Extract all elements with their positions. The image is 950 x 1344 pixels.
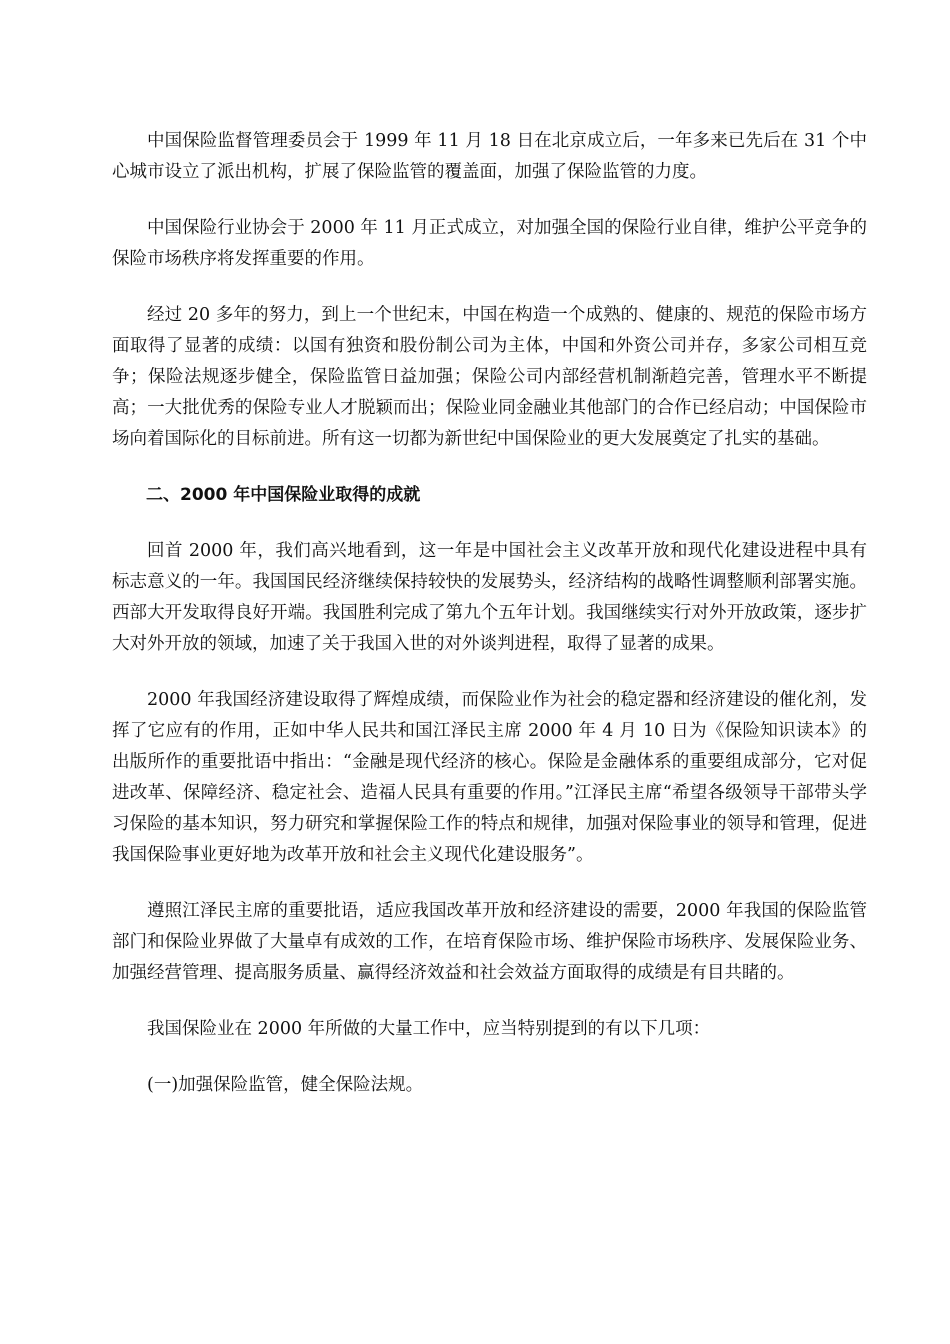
- paragraph-following-instructions: 遵照江泽民主席的重要批语，适应我国改革开放和经济建设的需要，2000 年我国的保险监管部门和保险业界做了大量卓有成效的工作，在培育保险市场、维护保险市场秩序、发展保险业务、加强经营管理、提高服务质量、赢得经济效益和社会效益方面取得的成绩是有目共睹的。: [112, 901, 867, 983]
- paragraph-review-2000: 回首 2000 年，我们高兴地看到，这一年是中国社会主义改革开放和现代化建设进程中具有标志意义的一年。我国国民经济继续保持较快的发展势头，经济结构的战略性调整顺利部署实施。西部大开发取得良好开端。我国胜利完成了第九个五年计划。我国继续实行对外开放政策，逐步扩大对外开放的领域，加速了关于我国入世的对外谈判进程，取得了显著的成果。: [112, 541, 867, 654]
- paragraph-circ-founding: 中国保险监督管理委员会于 1999 年 11 月 18 日在北京成立后，一年多来已先后在 31 个中心城市设立了派出机构，扩展了保险监管的覆盖面，加强了保险监管的力度。: [112, 131, 867, 182]
- paragraph-market-achievements: 经过 20 多年的努力，到上一个世纪末，中国在构造一个成熟的、健康的、规范的保险市场方面取得了显著的成绩：以国有独资和股份制公司为主体，中国和外资公司并存，多家公司相互竞争；保险法规逐步健全，保险监管日益加强；保险公司内部经营机制渐趋完善，管理水平不断提高；一大批优秀的保险专业人才脱颖而出；保险业同金融业其他部门的合作已经启动；中国保险市场向着国际化的目标前进。所有这一切都为新世纪中国保险业的更大发展奠定了扎实的基础。: [112, 305, 867, 449]
- document-page: [112, 126, 867, 1126]
- paragraph-economic-construction: 2000 年我国经济建设取得了辉煌成绩，而保险业作为社会的稳定器和经济建设的催化剂，发挥了它应有的作用，正如中华人民共和国江泽民主席 2000 年 4 月 10 日为《保险知识读本》的出版所作的重要批语中指出：“金融是现代经济的核心。保险是金融体系的重要组成部分，它对促进改革、保障经济、稳定社会、造福人民具有重要的作用。”江泽民主席“希望各级领导干部带头学习保险的基本知识，努力研究和掌握保险工作的特点和规律，加强对保险事业的领导和管理，促进我国保险事业更好地为改革开放和社会主义现代化建设服务”。: [112, 690, 867, 865]
- paragraph-insurance-association: 中国保险行业协会于 2000 年 11 月正式成立，对加强全国的保险行业自律，维护公平竞争的保险市场秩序将发挥重要的作用。: [112, 218, 867, 269]
- list-item-supervision: (一)加强保险监管，健全保险法规。: [147, 1075, 424, 1095]
- section-heading: 二、2000 年中国保险业取得的成就: [146, 485, 421, 505]
- paragraph-key-work-intro: 我国保险业在 2000 年所做的大量工作中，应当特别提到的有以下几项：: [147, 1019, 711, 1039]
